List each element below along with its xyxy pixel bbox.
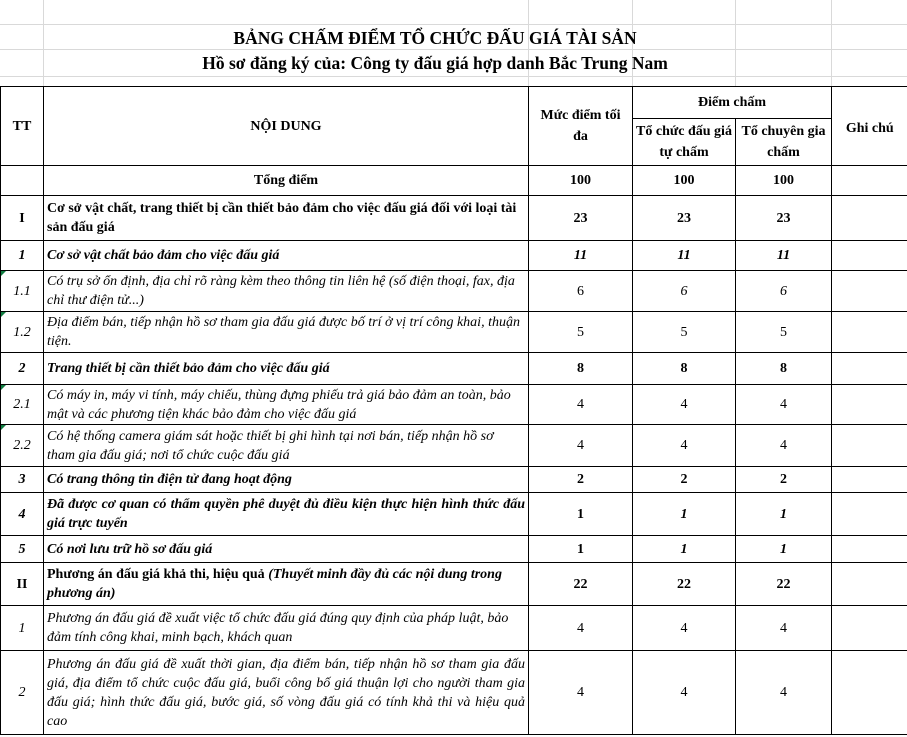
table-row [1, 467, 907, 493]
row-note[interactable] [832, 563, 907, 606]
row-note[interactable] [832, 606, 907, 651]
row-self[interactable]: 4 [633, 385, 736, 425]
table-row [1, 196, 907, 241]
row-note[interactable] [832, 385, 907, 425]
total-note[interactable] [832, 166, 907, 196]
cell-empty[interactable] [1, 166, 44, 196]
row-content[interactable]: Cơ sở vật chất bảo đảm cho việc đấu giá [44, 241, 529, 271]
row-max[interactable]: 23 [529, 196, 633, 241]
document-title: BẢNG CHẤM ĐIỂM TỔ CHỨC ĐẤU GIÁ TÀI SẢN [233, 28, 637, 48]
gridline [831, 0, 832, 86]
row-max[interactable]: 22 [529, 563, 633, 606]
table-row [1, 493, 907, 536]
gridline [0, 24, 907, 25]
row-note[interactable] [832, 493, 907, 536]
row-self[interactable]: 2 [633, 467, 736, 493]
table-row [1, 241, 907, 271]
row-content[interactable]: Cơ sở vật chất, trang thiết bị cần thiết bảo đảm cho việc đấu giá đối với loại tài sản đấu giá [44, 196, 529, 241]
row-self[interactable]: 5 [633, 312, 736, 353]
row-expert[interactable]: 1 [736, 493, 832, 536]
row-tt[interactable]: II [1, 563, 44, 606]
table-row [1, 606, 907, 651]
row-max[interactable]: 2 [529, 467, 633, 493]
row-tt[interactable]: 1 [1, 241, 44, 271]
table-row [1, 651, 907, 735]
row-max[interactable]: 4 [529, 606, 633, 651]
row-expert[interactable]: 4 [736, 651, 832, 735]
row-self[interactable]: 6 [633, 271, 736, 312]
row-self[interactable]: 4 [633, 651, 736, 735]
row-tt[interactable]: 2.2 [1, 425, 44, 467]
document-subtitle: Hồ sơ đăng ký của: Công ty đấu giá hợp danh Bắc Trung Nam [202, 53, 668, 73]
row-content[interactable]: Đã được cơ quan có thẩm quyền phê duyệt đủ điều kiện thực hiện hình thức đấu giá trực tuyến [44, 493, 529, 536]
row-expert[interactable]: 1 [736, 536, 832, 563]
row-max[interactable]: 6 [529, 271, 633, 312]
row-note[interactable] [832, 196, 907, 241]
header-self-score[interactable]: Tổ chức đấu giá tự chấm [633, 119, 736, 166]
row-self[interactable]: 1 [633, 536, 736, 563]
row-tt[interactable]: 5 [1, 536, 44, 563]
table-row [1, 312, 907, 353]
scoring-table [0, 86, 907, 735]
row-max[interactable]: 5 [529, 312, 633, 353]
row-self[interactable]: 4 [633, 606, 736, 651]
row-tt[interactable]: 2 [1, 651, 44, 735]
row-expert[interactable]: 2 [736, 467, 832, 493]
row-content[interactable] [44, 563, 529, 606]
row-max[interactable]: 1 [529, 493, 633, 536]
row-content-italic: (Thuyết minh đầy đủ các nội dung trong phương án) [47, 567, 502, 601]
row-max[interactable]: 8 [529, 353, 633, 385]
header-note[interactable]: Ghi chú [832, 87, 907, 166]
table-row [1, 536, 907, 563]
row-content[interactable]: Phương án đấu giá đề xuất thời gian, địa điểm bán, tiếp nhận hồ sơ tham gia đấu giá, địa điểm tổ chức cuộc đấu giá, buổi công bố giá thuận lợi cho người tham gia đấu giá; hình thức đấu giá, bước giá, số vòng đấu giá có tính khả thi và hiệu quả cao [44, 651, 529, 735]
row-note[interactable] [832, 425, 907, 467]
row-self[interactable]: 1 [633, 493, 736, 536]
total-expert[interactable]: 100 [736, 166, 832, 196]
total-max[interactable]: 100 [529, 166, 633, 196]
table-row [1, 271, 907, 312]
gridline [0, 76, 907, 77]
row-note[interactable] [832, 536, 907, 563]
row-expert[interactable]: 8 [736, 353, 832, 385]
header-tt[interactable]: TT [1, 87, 44, 166]
row-expert[interactable]: 5 [736, 312, 832, 353]
row-max[interactable]: 4 [529, 651, 633, 735]
row-content[interactable]: Trang thiết bị cần thiết bảo đảm cho việc đấu giá [44, 353, 529, 385]
gridline [0, 49, 907, 50]
header-row [1, 87, 907, 119]
header-max-score[interactable]: Mức điểm tối đa [529, 87, 633, 166]
row-content[interactable]: Địa điểm bán, tiếp nhận hồ sơ tham gia đấu giá được bố trí ở vị trí công khai, thuận tiện. [44, 312, 529, 353]
row-tt[interactable]: 3 [1, 467, 44, 493]
header-content[interactable]: NỘI DUNG [44, 87, 529, 166]
row-content[interactable]: Có nơi lưu trữ hồ sơ đấu giá [44, 536, 529, 563]
row-expert[interactable]: 4 [736, 385, 832, 425]
row-max[interactable]: 4 [529, 425, 633, 467]
row-self[interactable]: 11 [633, 241, 736, 271]
row-expert[interactable]: 4 [736, 606, 832, 651]
row-max[interactable]: 1 [529, 536, 633, 563]
row-tt[interactable]: 1.1 [1, 271, 44, 312]
row-tt[interactable]: 1.2 [1, 312, 44, 353]
row-tt[interactable]: 4 [1, 493, 44, 536]
row-content[interactable]: Có hệ thống camera giám sát hoặc thiết bị ghi hình tại nơi bán, tiếp nhận hồ sơ tham gia đấu giá; nơi tổ chức cuộc đấu giá [44, 425, 529, 467]
row-max[interactable]: 11 [529, 241, 633, 271]
row-self[interactable]: 23 [633, 196, 736, 241]
row-note[interactable] [832, 651, 907, 735]
row-content[interactable]: Có trang thông tin điện tử đang hoạt động [44, 467, 529, 493]
row-self[interactable]: 22 [633, 563, 736, 606]
row-content-main: Phương án đấu giá khả thi, hiệu quả [47, 567, 269, 582]
row-expert[interactable]: 11 [736, 241, 832, 271]
row-self[interactable]: 4 [633, 425, 736, 467]
row-expert[interactable]: 23 [736, 196, 832, 241]
row-note[interactable] [832, 271, 907, 312]
row-note[interactable] [832, 241, 907, 271]
row-note[interactable] [832, 353, 907, 385]
row-note[interactable] [832, 312, 907, 353]
row-expert[interactable]: 22 [736, 563, 832, 606]
row-expert[interactable]: 4 [736, 425, 832, 467]
total-label[interactable]: Tổng điểm [44, 166, 529, 196]
table-row [1, 563, 907, 606]
table-row [1, 385, 907, 425]
table-row-total [1, 166, 907, 196]
row-tt[interactable]: 2.1 [1, 385, 44, 425]
total-self[interactable]: 100 [633, 166, 736, 196]
row-tt[interactable]: I [1, 196, 44, 241]
row-tt[interactable]: 2 [1, 353, 44, 385]
row-note[interactable] [832, 467, 907, 493]
row-content[interactable]: Có trụ sở ổn định, địa chỉ rõ ràng kèm theo thông tin liên hệ (số điện thoại, fax, địa chỉ thư điện tử...) [44, 271, 529, 312]
table-row [1, 425, 907, 467]
row-content[interactable]: Phương án đấu giá đề xuất việc tổ chức đấu giá đúng quy định của pháp luật, bảo đảm tính công khai, minh bạch, khách quan [44, 606, 529, 651]
row-tt[interactable]: 1 [1, 606, 44, 651]
header-scoring[interactable]: Điểm chấm [633, 87, 832, 119]
row-content[interactable]: Có máy in, máy vi tính, máy chiếu, thùng đựng phiếu trả giá bảo đảm an toàn, bảo mật và các phương tiện khác bảo đảm cho việc đấu giá [44, 385, 529, 425]
row-expert[interactable]: 6 [736, 271, 832, 312]
table-row [1, 353, 907, 385]
row-max[interactable]: 4 [529, 385, 633, 425]
header-expert-score[interactable]: Tổ chuyên gia chấm [736, 119, 832, 166]
row-self[interactable]: 8 [633, 353, 736, 385]
